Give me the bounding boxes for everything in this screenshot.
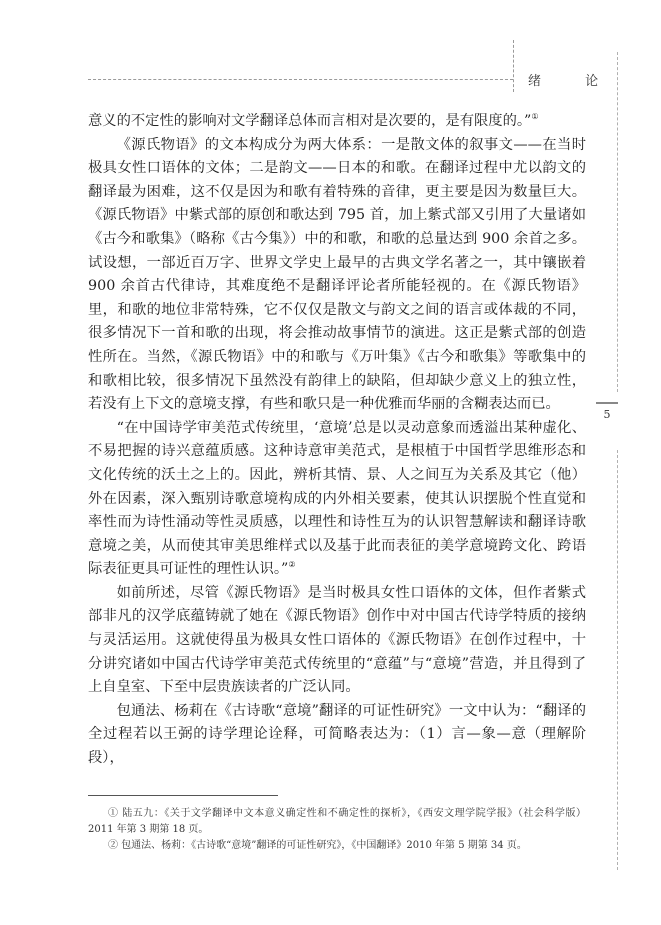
paragraph-3: “在中国诗学审美范式传统里，‘意境’总是以灵动意象而透溢出某种虚化、不易把握的诗兴意蕴质感。这种诗意审美范式，是根植于中国哲学思维形态和文化传统的沃土之上的。因此，辨析其情、景、人之间互为关系及其它（他）外在因素，深入甄别诗歌意境构成的内外相关要素，使其认识摆脱个性直觉和率性而为诗性涌动等性灵质感，以理性和诗性互为的认识智慧解读和翻译诗歌意境之美，从而使其审美思维样式以及基于此而表征的美学意境跨文化、跨语际表征更具可证性的理性认识。”② [88,419,586,578]
footnotes [88,806,586,854]
running-head: 绪 论 [528,74,619,89]
paragraph-5: 包通法、杨莉在《古诗歌“意境”翻译的可证性研究》一文中认为：“翻译的全过程若以王弼的诗学理论诠释，可简略表达为：（1）言—象—意（理解阶段）， [88,702,586,767]
header-divider-vertical [513,40,514,92]
body-text [88,110,586,771]
footnote-1: ① 陆五九：《关于文学翻译中文本意义确定性和不确定性的探析》，《西安文理学院学报》（社会科学版）2011 年第 3 期第 18 页。 [88,808,586,835]
footnote-2: ② 包通法、杨莉：《古诗歌“意境”翻译的可证性研究》，《中国翻译》2010 年第 5 期第 34 页。 [108,840,527,851]
footnote-divider [88,795,278,796]
paragraph-1: 意义的不定性的影响对文学翻译总体而言相对是次要的，是有限度的。”① [88,112,539,129]
margin-rule-top [617,52,618,392]
paragraph-2: 《源氏物语》的文本构成分为两大体系：一是散文体的叙事文——在当时极具女性口语体的文体；二是韵文——日本的和歌。在翻译过程中尤以韵文的翻译最为困难，这不仅是因为和歌有着特殊的音律，更主要是因为数量巨大。《源氏物语》中紫式部的原创和歌达到 795 首，加上紫式部又引用了大量诸如《古今和歌集》（略称《古今集》）中的和歌，和歌的总量达到 900 余首之多。试设想，一部近百万字、世界文学史上最早的古典文学名著之一，其中镶嵌着 900 余首古代律诗，其难度绝不是翻译评论者所能轻视的。在《源氏物语》里，和歌的地位非常特殊，它不仅仅是散文与韵文之间的语言或体裁的不同，很多情况下一首和歌的出现，将会推动故事情节的演进。这正是紫式部的创造性所在。当然，《源氏物语》中的和歌与《万叶集》《古今和歌集》等歌集中的和歌相比较，很多情况下虽然没有韵律上的缺陷，但却缺少意义上的独立性，若没有上下文的意境支撑，有些和歌只是一种优雅而华丽的含糊表达而已。 [88,136,586,413]
margin-rule-bottom [617,450,618,870]
page-number: 5 [596,402,618,421]
paragraph-4: 如前所述，尽管《源氏物语》是当时极具女性口语体的文体，但作者紫式部非凡的汉学底蕴铸就了她在《源氏物语》创作中对中国古代诗学特质的接纳与灵活运用。这就使得虽为极具女性口语体的《源氏物语》在创作过程中，十分讲究诸如中国古代诗学审美范式传统里的“意蕴”与“意境”营造，并且得到了上自皇室、下至中层贵族读者的广泛认同。 [88,584,586,696]
header-divider [88,79,513,80]
footnote-ref-2: ② [288,560,296,570]
footnote-ref-1: ① [531,112,539,122]
